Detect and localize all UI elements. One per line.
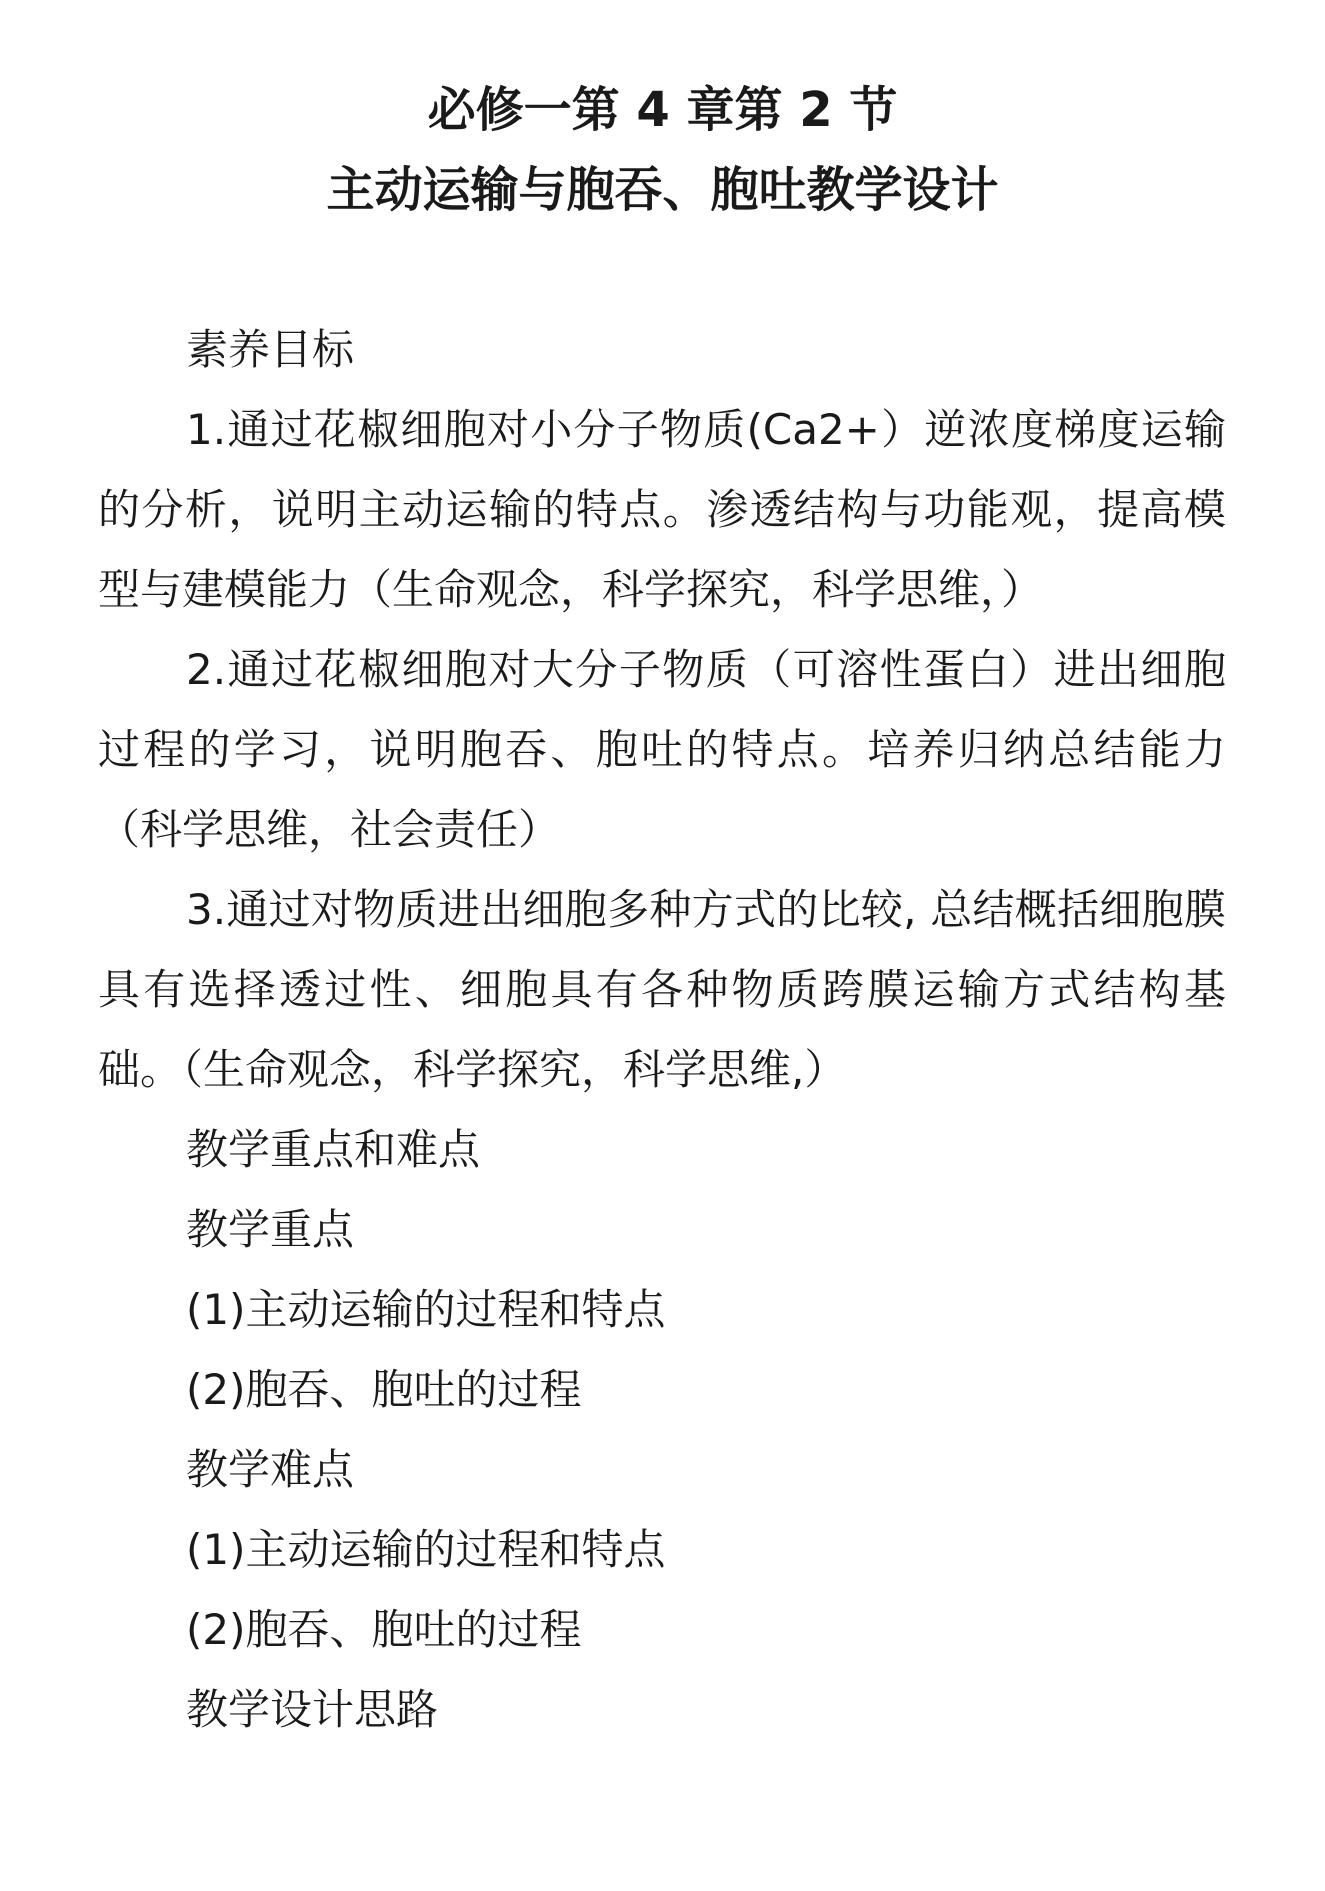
section-heading-design-ideas: 教学设计思路 <box>186 1685 439 1734</box>
document-body <box>98 310 1226 1750</box>
key-point-1: (1)主动运输的过程和特点 <box>186 1285 666 1334</box>
goal-paragraph-3: 3.通过对物质进出细胞多种方式的比较, 总结概括细胞膜具有选择透过性、细胞具有各种物质跨膜运输方式结构基础。（生命观念，科学探究，科学思维,） <box>98 885 1226 1094</box>
difficult-point-2: (2)胞吞、胞吐的过程 <box>186 1605 582 1654</box>
section-heading-literacy-goals: 素养目标 <box>186 325 355 374</box>
goal-paragraph-1: 1.通过花椒细胞对小分子物质(Ca2+）逆浓度梯度运输的分析，说明主动运输的特点。渗透结构与功能观，提高模型与建模能力（生命观念，科学探究，科学思维，） <box>98 405 1226 614</box>
difficult-point-1: (1)主动运输的过程和特点 <box>186 1525 666 1574</box>
subheading-key-points: 教学重点 <box>186 1205 355 1254</box>
key-point-2: (2)胞吞、胞吐的过程 <box>186 1365 582 1414</box>
document-title-line-2: 主动运输与胞吞、胞吐教学设计 <box>326 162 999 218</box>
goal-paragraph-2: 2.通过花椒细胞对大分子物质（可溶性蛋白）进出细胞过程的学习，说明胞吞、胞吐的特点。培养归纳总结能力（科学思维，社会责任） <box>98 645 1226 854</box>
document-title-line-1: 必修一第 4 章第 2 节 <box>427 82 898 138</box>
section-heading-key-and-difficult-points: 教学重点和难点 <box>186 1125 481 1174</box>
subheading-difficult-points: 教学难点 <box>186 1445 355 1494</box>
